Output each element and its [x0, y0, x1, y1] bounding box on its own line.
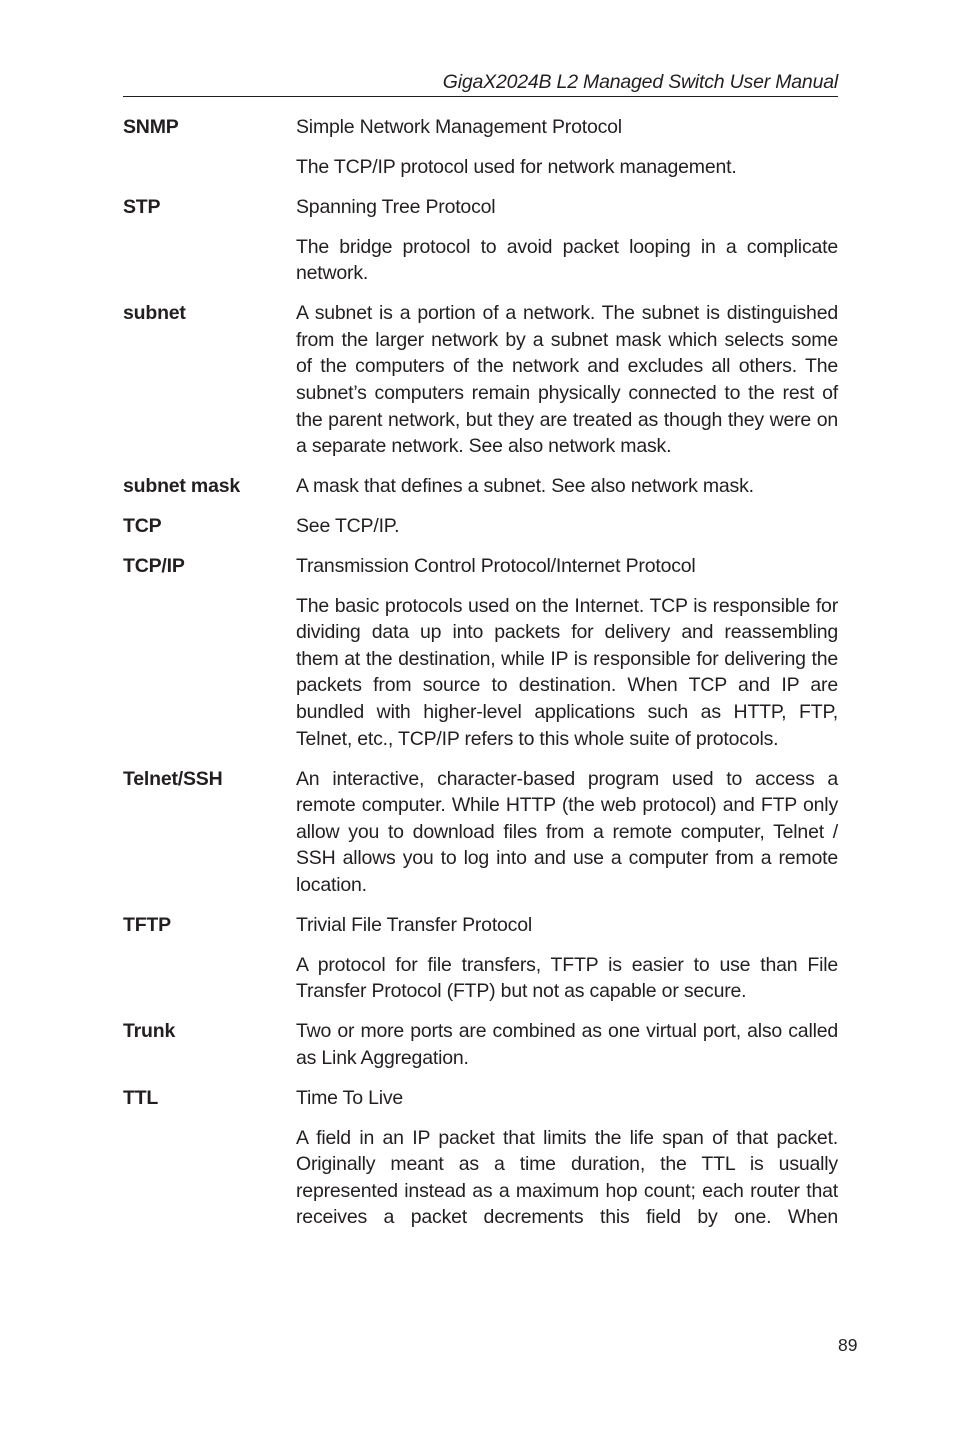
glossary-definition: The bridge protocol to avoid packet looping in a complicate network. [296, 235, 838, 285]
glossary-definition: A protocol for file transfers, TFTP is easier to use than File Transfer Protocol (FTP) but not as capable or secure. [296, 953, 838, 1003]
glossary-entry-snmp [123, 114, 838, 180]
glossary-definition: The basic protocols used on the Internet. TCP is responsible for dividing data up into packets for delivery and reassembling them at the destination, while IP is responsible for delivering the packets from source to destination. When TCP and IP are bundled with higher-level applications such as HTTP, FTP, Telnet, etc., TCP/IP refers to this whole suite of protocols. [296, 594, 838, 750]
glossary-term: TTL [123, 1086, 159, 1109]
glossary-term: subnet [123, 302, 186, 325]
glossary-term: TCP [123, 514, 162, 537]
glossary-definitions [296, 194, 838, 287]
glossary-definition: Two or more ports are combined as one virtual port, also called as Link Aggregation. [296, 1020, 838, 1069]
glossary-entry-subnet [123, 300, 838, 460]
glossary-definition: Trivial File Transfer Protocol [296, 913, 533, 936]
page-number: 89 [838, 1335, 858, 1355]
glossary-definitions [296, 553, 838, 752]
glossary-list [123, 114, 838, 1244]
glossary-definition: Simple Network Management Protocol [296, 116, 622, 138]
glossary-term: Telnet/SSH [123, 767, 223, 790]
glossary-entry-tcp [123, 513, 838, 540]
glossary-definition: A subnet is a portion of a network. The subnet is distinguished from the larger network by a subnet mask which selects some of the computers of the network and excludes all others. The subnet’s computers remain physically connected to the rest of the parent network, but they are treated as though they were on a separate network. See also network mask. [296, 302, 838, 458]
glossary-definitions [296, 473, 838, 500]
glossary-term: TCP/IP [123, 554, 185, 577]
glossary-definition: The TCP/IP protocol used for network management. [296, 155, 737, 178]
glossary-definition: Transmission Control Protocol/Internet Protocol [296, 554, 696, 577]
glossary-definitions [296, 1085, 838, 1231]
glossary-entry-trunk [123, 1018, 838, 1071]
glossary-definition: An interactive, character-based program used to access a remote computer. While HTTP (the web protocol) and FTP only allow you to download files from a remote computer, Telnet / SSH allows you to log into and use a computer from a remote location. [296, 767, 838, 896]
glossary-entry-ttl [123, 1085, 838, 1231]
glossary-definition: See TCP/IP. [296, 514, 400, 537]
manual-title: GigaX2024B L2 Managed Switch User Manual [442, 71, 838, 93]
glossary-term: subnet mask [123, 475, 241, 498]
glossary-term: SNMP [123, 116, 179, 138]
glossary-definitions [296, 766, 838, 899]
glossary-term: STP [123, 195, 161, 218]
glossary-definition: A mask that defines a subnet. See also network mask. [296, 475, 754, 498]
glossary-entry-tcp-ip [123, 553, 838, 752]
glossary-definition: Time To Live [296, 1086, 404, 1109]
glossary-entry-telnet-ssh [123, 766, 838, 899]
glossary-term: TFTP [123, 913, 171, 936]
running-header [123, 70, 838, 97]
glossary-definitions [296, 1018, 838, 1071]
glossary-definition: Spanning Tree Protocol [296, 195, 496, 218]
glossary-definitions [296, 114, 838, 180]
glossary-term: Trunk [123, 1020, 176, 1043]
glossary-entry-subnet-mask [123, 473, 838, 500]
glossary-entry-tftp [123, 912, 838, 1005]
glossary-definitions [296, 912, 838, 1005]
glossary-definitions [296, 513, 838, 540]
glossary-entry-stp [123, 194, 838, 287]
glossary-definitions [296, 300, 838, 460]
glossary-definition: A field in an IP packet that limits the life span of that packet. Originally meant as a time duration, the TTL is usually represented instead as a maximum hop count; each router that receives a packet decrements this field by one. When [296, 1126, 838, 1229]
